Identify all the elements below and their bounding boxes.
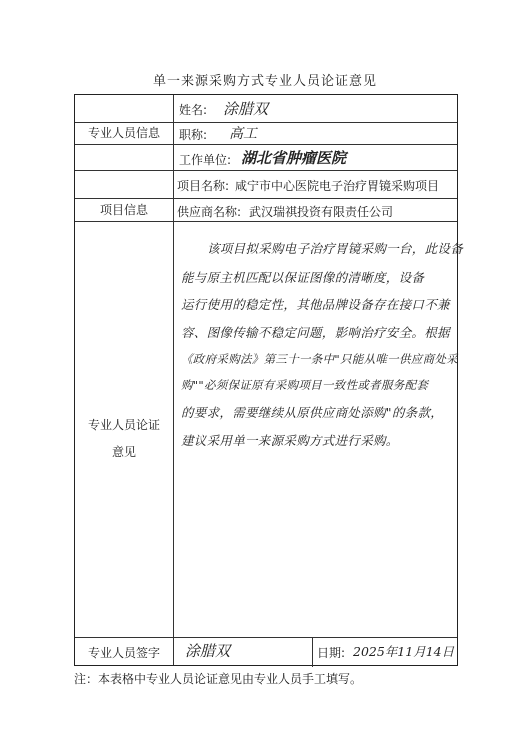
column-divider [173, 95, 174, 665]
name-label: 姓名: [179, 103, 208, 117]
signature-label: 专业人员签字 [87, 646, 160, 660]
opinion-line: 的要求，需要继续从原供应商处添购"的条款， [181, 405, 444, 420]
opinion-label-line1: 专业人员论证 [87, 418, 160, 432]
project-name-label: 项目名称: [177, 179, 230, 193]
opinion-line: 容、图像传输不稳定问题，影响治疗安全。根据 [181, 325, 450, 340]
document-title: 单一来源采购方式专业人员论证意见 [152, 74, 377, 89]
opinion-line: 运行使用的稳定性，其他品牌设备存在接口不兼 [181, 297, 450, 312]
opinion-line: 购""必须保证原有采购项目一致性或者服务配套 [181, 378, 429, 392]
row-divider [75, 170, 457, 171]
row-divider [75, 144, 457, 145]
opinion-line: 该项目拟采购电子治疗胃镜采购一台，此设备 [207, 241, 464, 256]
date-value: 2025年11月14日 [353, 644, 455, 659]
opinion-label-line2: 意见 [111, 445, 136, 459]
title-value: 高工 [229, 126, 257, 142]
row-divider [75, 198, 457, 199]
row-divider [75, 221, 457, 222]
opinion-line: 建议采用单一来源采购方式进行采购。 [181, 433, 399, 448]
footnote: 注：本表格中专业人员论证意见由专业人员手工填写。 [74, 672, 363, 686]
employer-value: 湖北省肿瘤医院 [241, 149, 347, 167]
employer-label: 工作单位: [179, 153, 232, 167]
project-info-label: 项目信息 [99, 203, 148, 217]
title-label: 职称: [179, 128, 208, 142]
project-name-value: 咸宁市中心医院电子治疗胃镜采购项目 [235, 179, 440, 193]
date-label: 日期: [317, 646, 346, 660]
row-divider [75, 637, 457, 638]
name-value: 涂腊双 [223, 100, 269, 118]
row-divider [75, 122, 457, 123]
supplier-value: 武汉瑞祺投资有限责任公司 [249, 205, 394, 219]
opinion-line: 能与原主机匹配以保证图像的清晰度，设备 [181, 270, 425, 285]
expert-info-label: 专业人员信息 [87, 126, 160, 140]
opinion-line: 《政府采购法》第三十一条中"只能从唯一供应商处采 [181, 352, 458, 366]
form-table [74, 94, 464, 666]
signature-value: 涂腊双 [185, 642, 231, 660]
date-divider [312, 637, 313, 667]
supplier-label: 供应商名称: [177, 205, 242, 219]
